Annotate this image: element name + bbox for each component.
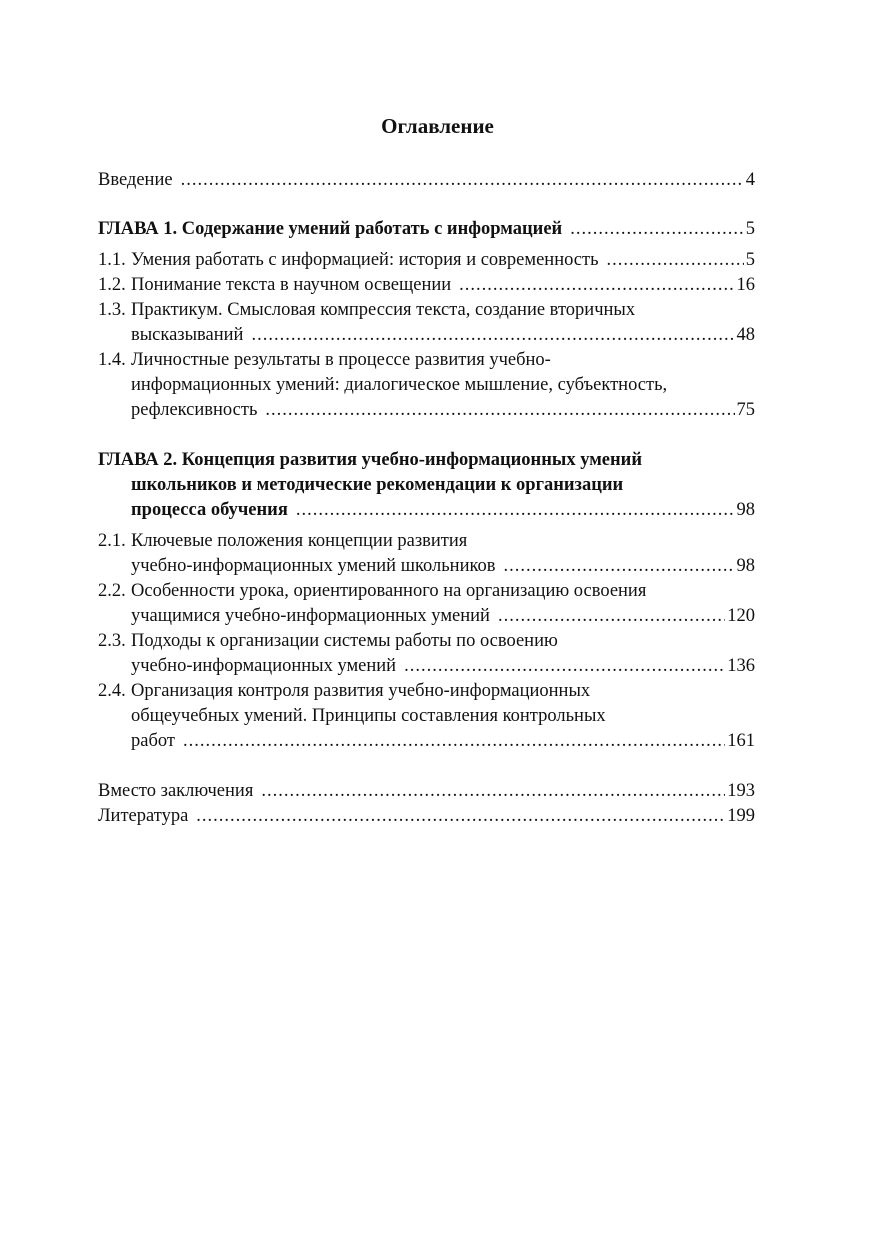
entry-label: учебно-информационных умений школьников [131,556,496,576]
dot-leader [607,248,744,273]
dot-leader [261,779,725,804]
chapter-heading: ГЛАВА 2. Концепция развития учебно-информационных умений [98,450,642,470]
page-number: 5 [745,250,755,270]
page-number: 193 [727,781,755,801]
toc-entry-1-1[interactable] [98,248,755,273]
page-number: 98 [736,500,755,520]
page-title: Оглавление [381,114,494,138]
toc-chapter-2[interactable] [98,448,755,523]
section-number: 1.2. [98,275,126,295]
entry-label: рефлексивность [131,400,258,420]
chapter-heading: школьников и методические рекомендации к организации [131,475,624,495]
entry-label: Литература [98,806,189,826]
page-number: 5 [745,219,755,239]
toc-entry-literature[interactable] [98,804,755,829]
entry-label: Вместо заключения [98,781,254,801]
entry-label: Организация контроля развития учебно-информационных [131,681,591,701]
dot-leader [265,398,734,423]
page-number: 161 [727,731,755,751]
toc-entry-2-4[interactable] [98,679,755,754]
entry-label: Практикум. Смысловая компрессия текста, создание вторичных [131,300,636,320]
page-number: 98 [736,556,755,576]
entry-label: Ключевые положения концепции развития [131,531,468,551]
entry-label: Личностные результаты в процессе развития учебно- [131,350,551,370]
chapter-heading: ГЛАВА 1. Содержание умений работать с информацией [98,219,563,239]
page-number: 75 [736,400,755,420]
toc-chapter-1[interactable] [98,217,755,242]
entry-label: работ [131,731,175,751]
dot-leader [296,498,735,523]
dot-leader [459,273,734,298]
entry-label: Подходы к организации системы работы по освоению [131,631,558,651]
dot-leader [404,654,725,679]
entry-label: учебно-информационных умений [131,656,397,676]
entry-label: Умения работать с информацией: история и современность [131,250,599,270]
page-number: 120 [727,606,755,626]
page-number: 16 [736,275,755,295]
entry-label: общеучебных умений. Принципы составления контрольных [131,706,606,726]
dot-leader [498,604,725,629]
dot-leader [181,168,744,193]
entry-label: высказываний [131,325,244,345]
toc-entry-2-2[interactable] [98,579,755,629]
dot-leader [504,554,735,579]
dot-leader [183,729,725,754]
toc-entry-1-3[interactable] [98,298,755,348]
dot-leader [251,323,734,348]
section-number: 2.1. [98,531,126,551]
toc-entry-conclusion[interactable] [98,779,755,804]
entry-label: Введение [98,170,173,190]
section-number: 2.2. [98,581,126,601]
section-number: 2.3. [98,631,126,651]
toc-entry-intro[interactable] [98,168,755,193]
chapter-heading: процесса обучения [131,500,288,520]
page-number: 199 [727,806,755,826]
page-number: 48 [736,325,755,345]
dot-leader [570,217,744,242]
entry-label: информационных умений: диалогическое мышление, субъектность, [131,375,668,395]
toc-entry-2-3[interactable] [98,629,755,679]
entry-label: Особенности урока, ориентированного на организацию освоения [131,581,647,601]
section-number: 1.4. [98,350,126,370]
entry-label: учащимися учебно-информационных умений [131,606,490,626]
entry-label: Понимание текста в научном освещении [131,275,452,295]
toc-entry-2-1[interactable] [98,529,755,579]
dot-leader [196,804,725,829]
section-number: 2.4. [98,681,126,701]
section-number: 1.1. [98,250,126,270]
toc-entry-1-4[interactable] [98,348,755,423]
toc-entry-1-2[interactable] [98,273,755,298]
section-number: 1.3. [98,300,126,320]
page-number: 136 [727,656,755,676]
page-number: 4 [745,170,755,190]
